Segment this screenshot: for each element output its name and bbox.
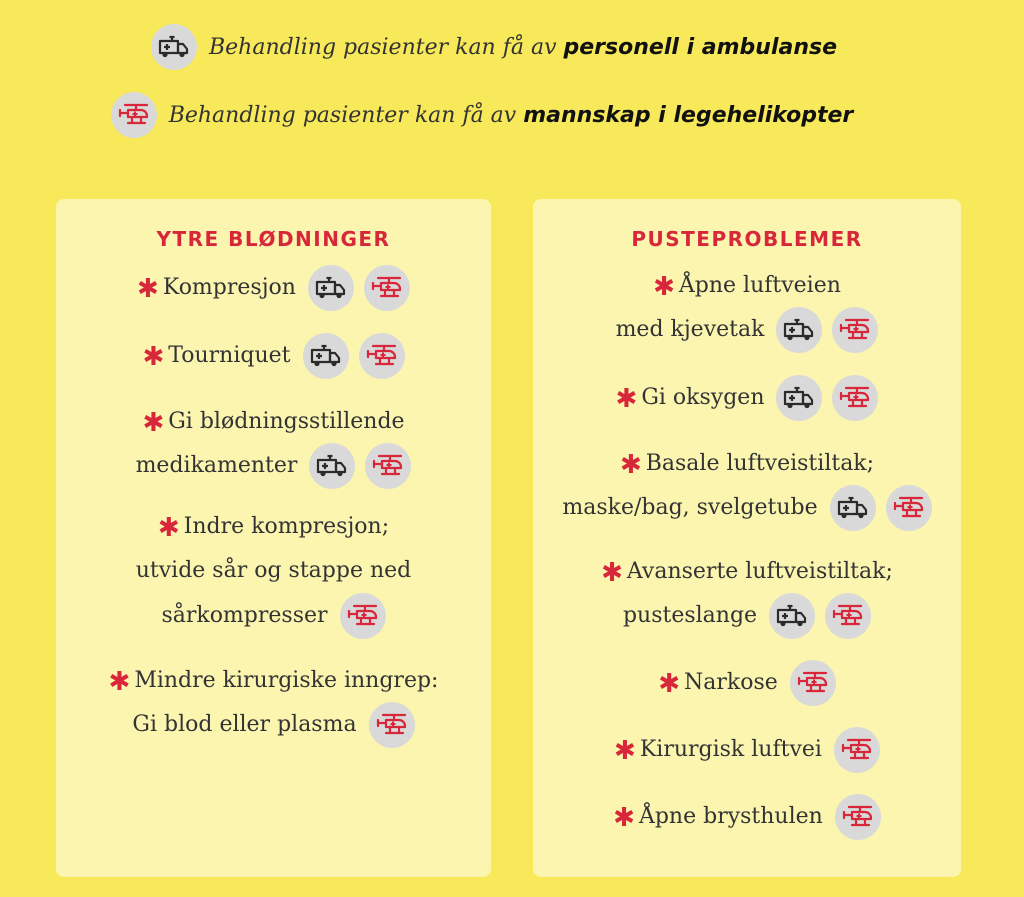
icon-group [369, 702, 415, 748]
asterisk-icon: ✱ [613, 803, 635, 833]
list-item: ✱ Mindre kirurgiske inngrep: Gi blod eller plasma [56, 660, 491, 748]
icon-group [308, 265, 410, 311]
helicopter-icon [359, 333, 405, 379]
helicopter-icon [886, 485, 932, 531]
list-item: ✱ Åpne luftveien med kjevetak [533, 265, 961, 353]
list-item: ✱ Indre kompresjon; utvide sår og stappe ned sårkompresser [56, 505, 491, 639]
icon-group [309, 443, 411, 489]
panel-breathing-problems [533, 199, 961, 877]
ambulance-icon [309, 443, 355, 489]
icon-group [835, 794, 881, 840]
asterisk-icon: ✱ [619, 450, 642, 480]
asterisk-icon: ✱ [601, 558, 623, 588]
helicopter-icon [340, 593, 386, 639]
icon-group [303, 333, 405, 379]
list-item: ✱ Kirurgisk luftvei [533, 727, 961, 773]
asterisk-icon: ✱ [142, 408, 165, 438]
legend-text: Behandling pasienter kan få av mannskap i legehelikopter [168, 102, 854, 128]
list-item: ✱ Åpne brysthulen [533, 794, 961, 840]
icon-group [340, 593, 386, 639]
list-item: ✱ Basale luftveistiltak; maske/bag, svelgetube [533, 443, 961, 531]
ambulance-icon [776, 375, 822, 421]
icon-group [790, 660, 836, 706]
ambulance-icon [769, 593, 815, 639]
asterisk-icon: ✱ [137, 274, 159, 304]
list-item: ✱ Gi blødningsstillende medikamenter [56, 401, 491, 489]
list-item: ✱ Tourniquet [56, 333, 491, 379]
list-item: ✱ Narkose [533, 660, 961, 706]
legend-text: Behandling pasienter kan få av personell i ambulanse [208, 34, 838, 60]
icon-group [769, 593, 871, 639]
asterisk-icon: ✱ [157, 513, 180, 543]
panel-external-bleeding [56, 199, 491, 877]
helicopter-icon [365, 443, 411, 489]
icon-group [834, 727, 880, 773]
asterisk-icon: ✱ [658, 669, 680, 699]
helicopter-icon [825, 593, 871, 639]
list-item: ✱ Gi oksygen [533, 375, 961, 421]
panel-title: PUSTEPROBLEMER [631, 227, 863, 251]
ambulance-icon [830, 485, 876, 531]
helicopter-icon [834, 727, 880, 773]
ambulance-icon [303, 333, 349, 379]
asterisk-icon: ✱ [615, 384, 638, 414]
icon-group [830, 485, 932, 531]
asterisk-icon: ✱ [614, 736, 636, 766]
ambulance-icon [151, 24, 197, 70]
legend-helicopter [0, 92, 994, 138]
icon-group [776, 307, 878, 353]
legend-ambulance [0, 24, 1006, 70]
asterisk-icon: ✱ [108, 667, 131, 697]
asterisk-icon: ✱ [653, 272, 675, 302]
ambulance-icon [308, 265, 354, 311]
ambulance-icon [776, 307, 822, 353]
helicopter-icon [832, 307, 878, 353]
list-item: ✱ Avanserte luftveistiltak; pusteslange [533, 551, 961, 639]
helicopter-icon [790, 660, 836, 706]
helicopter-icon [832, 375, 878, 421]
helicopter-icon [111, 92, 157, 138]
helicopter-icon [369, 702, 415, 748]
icon-group [776, 375, 878, 421]
helicopter-icon [835, 794, 881, 840]
asterisk-icon: ✱ [142, 342, 165, 372]
panel-title: YTRE BLØDNINGER [156, 227, 391, 251]
list-item: ✱ Kompresjon [56, 265, 491, 311]
helicopter-icon [364, 265, 410, 311]
